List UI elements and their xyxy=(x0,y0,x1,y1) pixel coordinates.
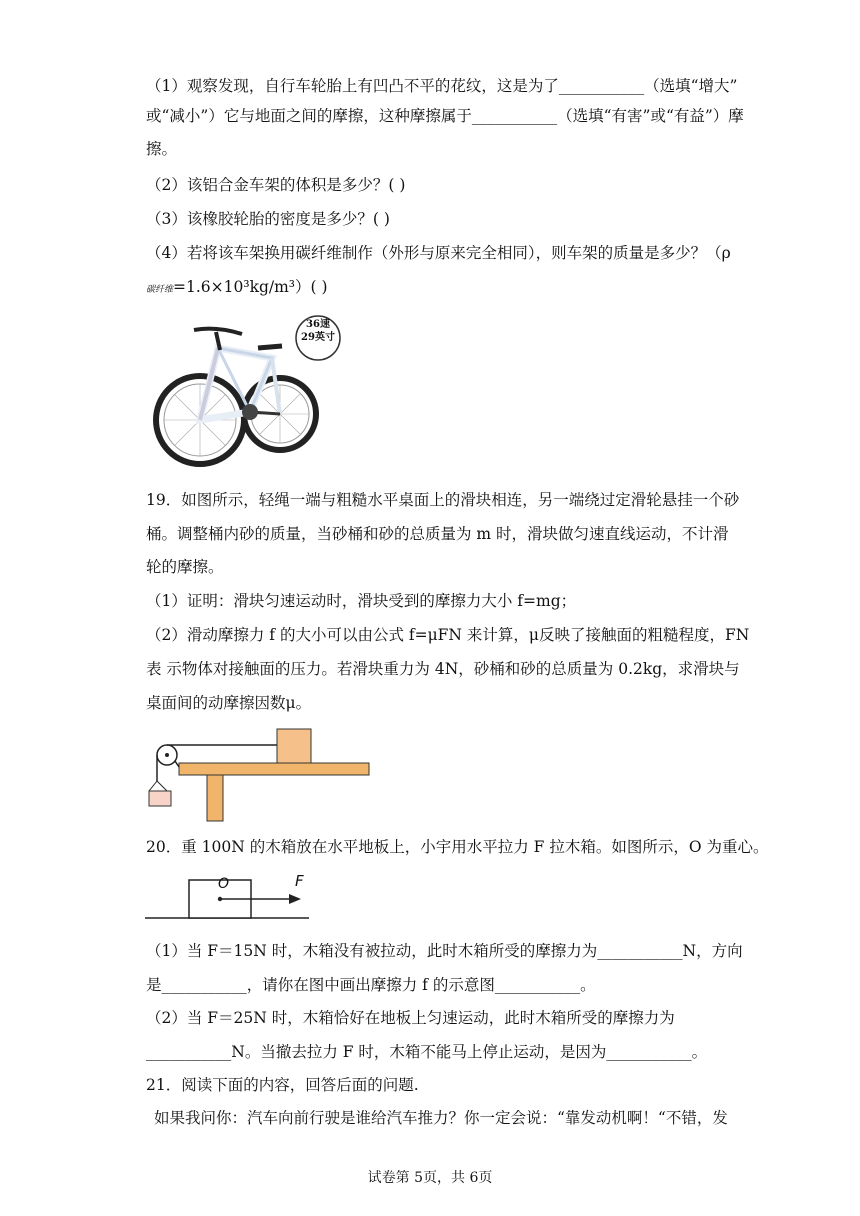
speed-badge-line2: 29英寸 xyxy=(301,332,335,343)
q20-part1-line1: （1）当 F＝15N 时，木箱没有被拉动，此时木箱所受的摩擦力为___________N，方向 xyxy=(146,942,743,960)
page-footer: 试卷第 5页，共 6页 xyxy=(367,1170,493,1186)
q19-part1: （1）证明：滑块匀速运动时，滑块受到的摩擦力大小 f=mg； xyxy=(146,592,577,610)
q20-part1-line2: 是___________，请你在图中画出摩擦力 f 的示意图___________。 xyxy=(146,976,596,994)
center-of-gravity-label: O xyxy=(218,876,230,892)
q18-part1-line1: （1）观察发现，自行车轮胎上有凹凸不平的花纹，这是为了___________（选填“增大” xyxy=(146,77,738,95)
q18-part1-line3: 擦。 xyxy=(146,140,178,158)
force-label: F xyxy=(295,872,304,890)
q19-line3: 轮的摩擦。 xyxy=(146,558,224,576)
q20-line1: 20．重 100N 的木箱放在水平地板上，小宇用水平拉力 F 拉木箱。如图所示，O 为重心。 xyxy=(146,838,769,856)
pulley-table-diagram xyxy=(145,725,375,825)
q18-part2: （2）该铝合金车架的体积是多少？( ) xyxy=(146,176,406,194)
speed-badge-text xyxy=(294,318,342,344)
q21-line2: 如果我问你：汽车向前行驶是谁给汽车推力？你一定会说：“靠发动机啊！“不错，发 xyxy=(154,1109,728,1127)
q19-part2-line2: 表 示物体对接触面的压力。若滑块重力为 4N，砂桶和砂的总质量为 0.2kg，求滑块与 xyxy=(146,660,740,678)
q18-part3: （3）该橡胶轮胎的密度是多少？( ) xyxy=(146,210,390,228)
q18-part4-line2-rest: =1.6×10³kg/m³）( ) xyxy=(173,278,328,296)
q20-part2-line1: （2）当 F＝25N 时，木箱恰好在地板上匀速运动，此时木箱所受的摩擦力为 xyxy=(146,1009,675,1027)
q21-line1: 21．阅读下面的内容，回答后面的问题. xyxy=(146,1076,419,1094)
q19-line1: 19．如图所示，轻绳一端与粗糙水平桌面上的滑块相连，另一端绕过定滑轮悬挂一个砂 xyxy=(146,491,740,509)
q18-part4-line1: （4）若将该车架换用碳纤维制作（外形与原来完全相同），则车架的质量是多少？（ρ xyxy=(146,244,731,262)
q18-part4-line2 xyxy=(146,276,328,301)
q19-part2-line1: （2）滑动摩擦力 f 的大小可以由公式 f=μFN 来计算，μ反映了接触面的粗糙程度，FN xyxy=(146,626,750,644)
q19-part2-line3: 桌面间的动摩擦因数μ。 xyxy=(146,694,312,712)
carbon-fiber-subscript: 碳纤维 xyxy=(146,285,174,295)
q18-part1-line2: 或“减小”）它与地面之间的摩擦，这种摩擦属于___________（选填“有害”或“有益”）摩 xyxy=(146,107,744,125)
speed-badge-line1: 36速 xyxy=(306,319,330,330)
q19-line2: 桶。调整桶内砂的质量，当砂桶和砂的总质量为 m 时，滑块做匀速直线运动，不计滑 xyxy=(146,525,729,543)
q20-part2-line2: ___________N。当撤去拉力 F 时，木箱不能马上停止运动，是因为___________。 xyxy=(146,1043,708,1061)
wooden-box-diagram xyxy=(143,866,313,922)
